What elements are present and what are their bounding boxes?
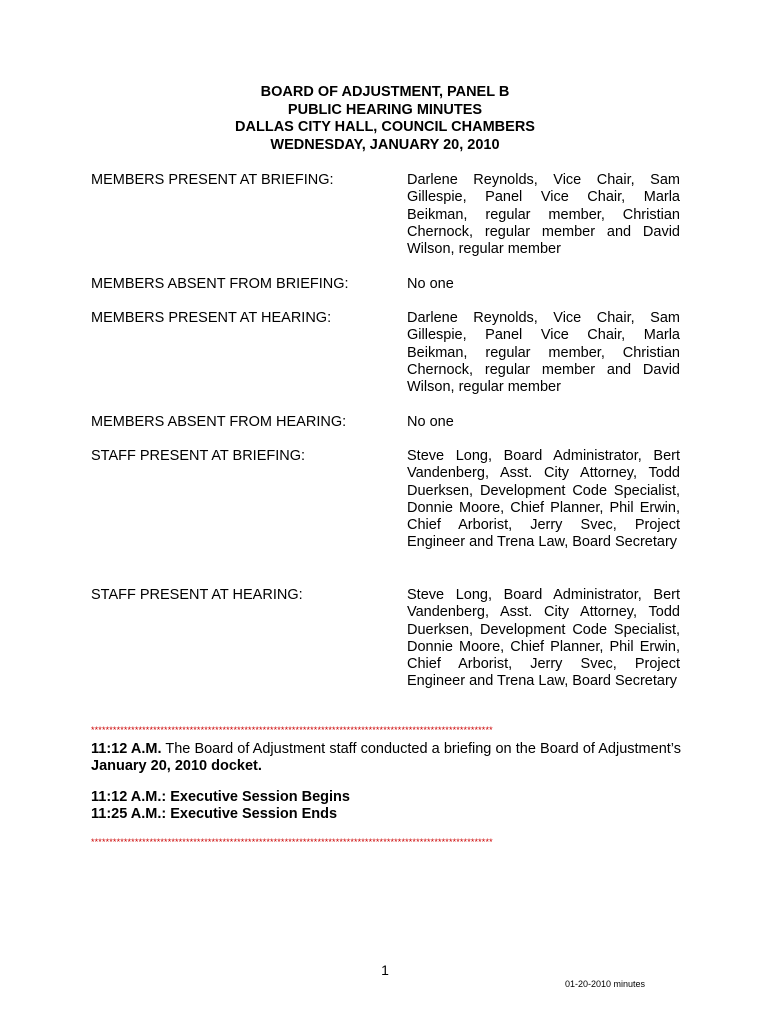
briefing-text: The Board of Adjustment staff conducted a briefing on the Board of Adjustment’s <box>161 741 681 757</box>
attendance-value: Darlene Reynolds, Vice Chair, Sam Gillespie, Panel Vice Chair, Marla Beikman, regular member, Christian Chernock, regular member and David Wilson, regular member <box>407 310 680 396</box>
briefing-paragraph <box>91 741 681 776</box>
attendance-value: No one <box>407 276 454 292</box>
attendance-label: MEMBERS ABSENT FROM BRIEFING: <box>91 276 349 292</box>
page-number: 1 <box>381 962 389 978</box>
attendance-label: MEMBERS ABSENT FROM HEARING: <box>91 414 347 430</box>
attendance-label: MEMBERS PRESENT AT BRIEFING: <box>91 172 334 188</box>
briefing-docket: January 20, 2010 docket. <box>91 758 262 775</box>
attendance-label: MEMBERS PRESENT AT HEARING: <box>91 310 332 326</box>
attendance-value: No one <box>407 414 454 430</box>
header-date: WEDNESDAY, JANUARY 20, 2010 <box>270 136 500 153</box>
attendance-label: STAFF PRESENT AT BRIEFING: <box>91 448 306 464</box>
executive-session <box>91 789 681 824</box>
document-header <box>0 84 770 154</box>
attendance-label: STAFF PRESENT AT HEARING: <box>91 587 303 603</box>
briefing-time: 11:12 A.M. <box>91 741 162 757</box>
header-location: DALLAS CITY HALL, COUNCIL CHAMBERS <box>235 119 535 136</box>
footer-reference: 01-20-2010 minutes <box>565 979 646 989</box>
separator-line: ************************************************************************************************************** <box>91 725 493 735</box>
header-title: BOARD OF ADJUSTMENT, PANEL B <box>260 84 510 100</box>
session-ends: 11:25 A.M.: Executive Session Ends <box>91 806 338 823</box>
attendance-value: Steve Long, Board Administrator, Bert Vandenberg, Asst. City Attorney, Todd Duerksen, Development Code Specialist, Donnie Moore, Chief Planner, Phil Erwin, Chief Arborist, Jerry Svec, Project Engineer and Trena Law, Board Secretary <box>407 587 680 690</box>
separator-line: ************************************************************************************************************** <box>91 837 493 847</box>
attendance-value: Darlene Reynolds, Vice Chair, Sam Gillespie, Panel Vice Chair, Marla Beikman, regular member, Christian Chernock, regular member and David Wilson, regular member <box>407 172 680 258</box>
header-subtitle: PUBLIC HEARING MINUTES <box>287 101 483 118</box>
session-begins: 11:12 A.M.: Executive Session Begins <box>91 789 350 805</box>
attendance-value: Steve Long, Board Administrator, Bert Vandenberg, Asst. City Attorney, Todd Duerksen, Development Code Specialist, Donnie Moore, Chief Planner, Phil Erwin, Chief Arborist, Jerry Svec, Project Engineer and Trena Law, Board Secretary <box>407 448 680 551</box>
